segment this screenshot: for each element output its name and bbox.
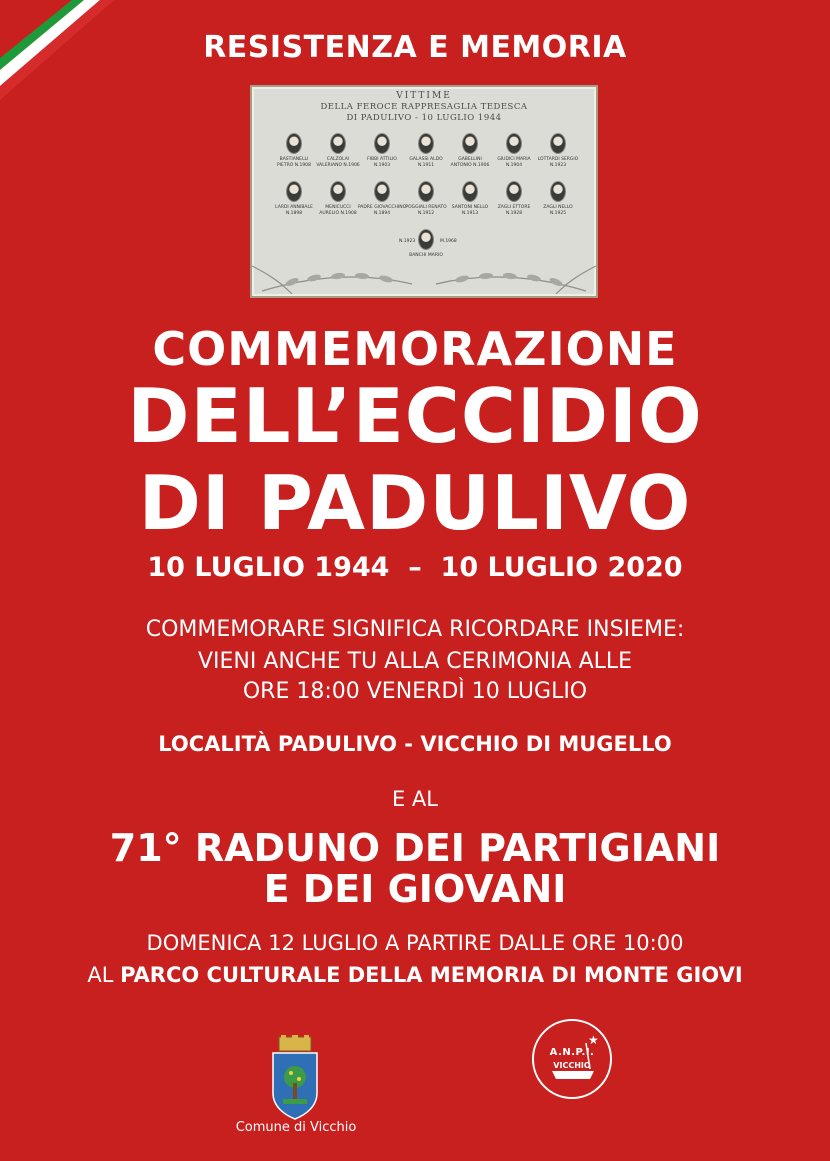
victim-portrait: LARDI ANNIBALE N.1898 — [258, 181, 330, 216]
victim-portrait: PADRE GIOVACCHINO N.1894 — [346, 181, 418, 216]
victim-portrait: LOTTARDI SERGIO N.1923 — [522, 133, 594, 168]
victim-portrait: ZAGLI ETTORE N.1928 — [478, 181, 550, 216]
victim-portrait: CALZOLAI VALERIANO N.1906 — [302, 133, 374, 168]
rally-title-line-1: 71° RADUNO DEI PARTIGIANI — [109, 826, 721, 870]
plaque-title: VITTIME — [396, 91, 452, 101]
victim-portrait: SANTONI NELLO N.1913 — [434, 181, 506, 216]
rally-venue — [0, 963, 830, 987]
victim-portrait: BANCHI MARIO — [390, 229, 462, 259]
victim-portrait: GIUDICI MARIA N.1904 — [478, 133, 550, 168]
italian-flag-ribbon-icon — [0, 0, 130, 130]
laurel-branches-icon — [252, 236, 596, 296]
conjunction-text: E AL — [391, 787, 438, 811]
anpi-name: A.N.P.I. — [549, 1047, 595, 1058]
plaque-death-year: M.1968 — [440, 239, 457, 244]
comune-label: Comune di Vicchio — [235, 1120, 357, 1135]
body-line-3: ORE 18:00 VENERDÌ 10 LUGLIO — [242, 679, 588, 704]
event-location: LOCALITÀ PADULIVO - VICCHIO DI MUGELLO — [158, 732, 672, 756]
body-line-1: COMMEMORARE SIGNIFICA RICORDARE INSIEME: — [145, 617, 685, 642]
event-dates: 10 LUGLIO 1944 – 10 LUGLIO 2020 — [147, 552, 683, 583]
rally-title-line-2: E DEI GIOVANI — [263, 867, 567, 911]
victim-portrait: BASTIANELLI PIETRO N.1908 — [258, 133, 330, 168]
anpi-city: VICCHIO — [553, 1061, 591, 1070]
star-icon: ★ — [588, 1033, 599, 1047]
plaque-line-2: DELLA FEROCE RAPPRESAGLIA TEDESCA — [320, 102, 528, 112]
victim-portrait: POGGIALI RENATO N.1912 — [390, 181, 462, 216]
rally-date-time: DOMENICA 12 LUGLIO A PARTIRE DALLE ORE 10:00 — [146, 931, 684, 955]
victim-portrait: GALASSI ALDO N.1911 — [390, 133, 462, 168]
headline-commemorazione: COMMEMORAZIONE — [152, 322, 678, 376]
kicker-title: RESISTENZA E MEMORIA — [203, 30, 627, 65]
venue-prefix: AL — [87, 963, 121, 987]
plaque-line-3: DI PADULIVO - 10 LUGLIO 1944 — [346, 113, 502, 123]
anpi-logo-icon — [532, 1019, 612, 1099]
headline-eccidio: DELL’ECCIDIO — [127, 372, 703, 460]
memorial-plaque-photo — [250, 85, 598, 298]
victim-portrait: FIBBI ATTILIO N.1903 — [346, 133, 418, 168]
body-line-2: VIENI ANCHE TU ALLA CERIMONIA ALLE — [197, 649, 633, 674]
plaque-born-year: N.1923 — [399, 239, 416, 244]
comune-crest-icon — [265, 1035, 325, 1120]
headline-padulivo: DI PADULIVO — [138, 459, 692, 547]
venue-name: PARCO CULTURALE DELLA MEMORIA DI MONTE GIOVI — [120, 963, 743, 987]
victim-portrait: GABELLINI ANTONIO N.1906 — [434, 133, 506, 168]
victim-portrait: MENICUCCI AURELIO N.1908 — [302, 181, 374, 216]
victim-portrait: ZAGLI NELLO N.1925 — [522, 181, 594, 216]
